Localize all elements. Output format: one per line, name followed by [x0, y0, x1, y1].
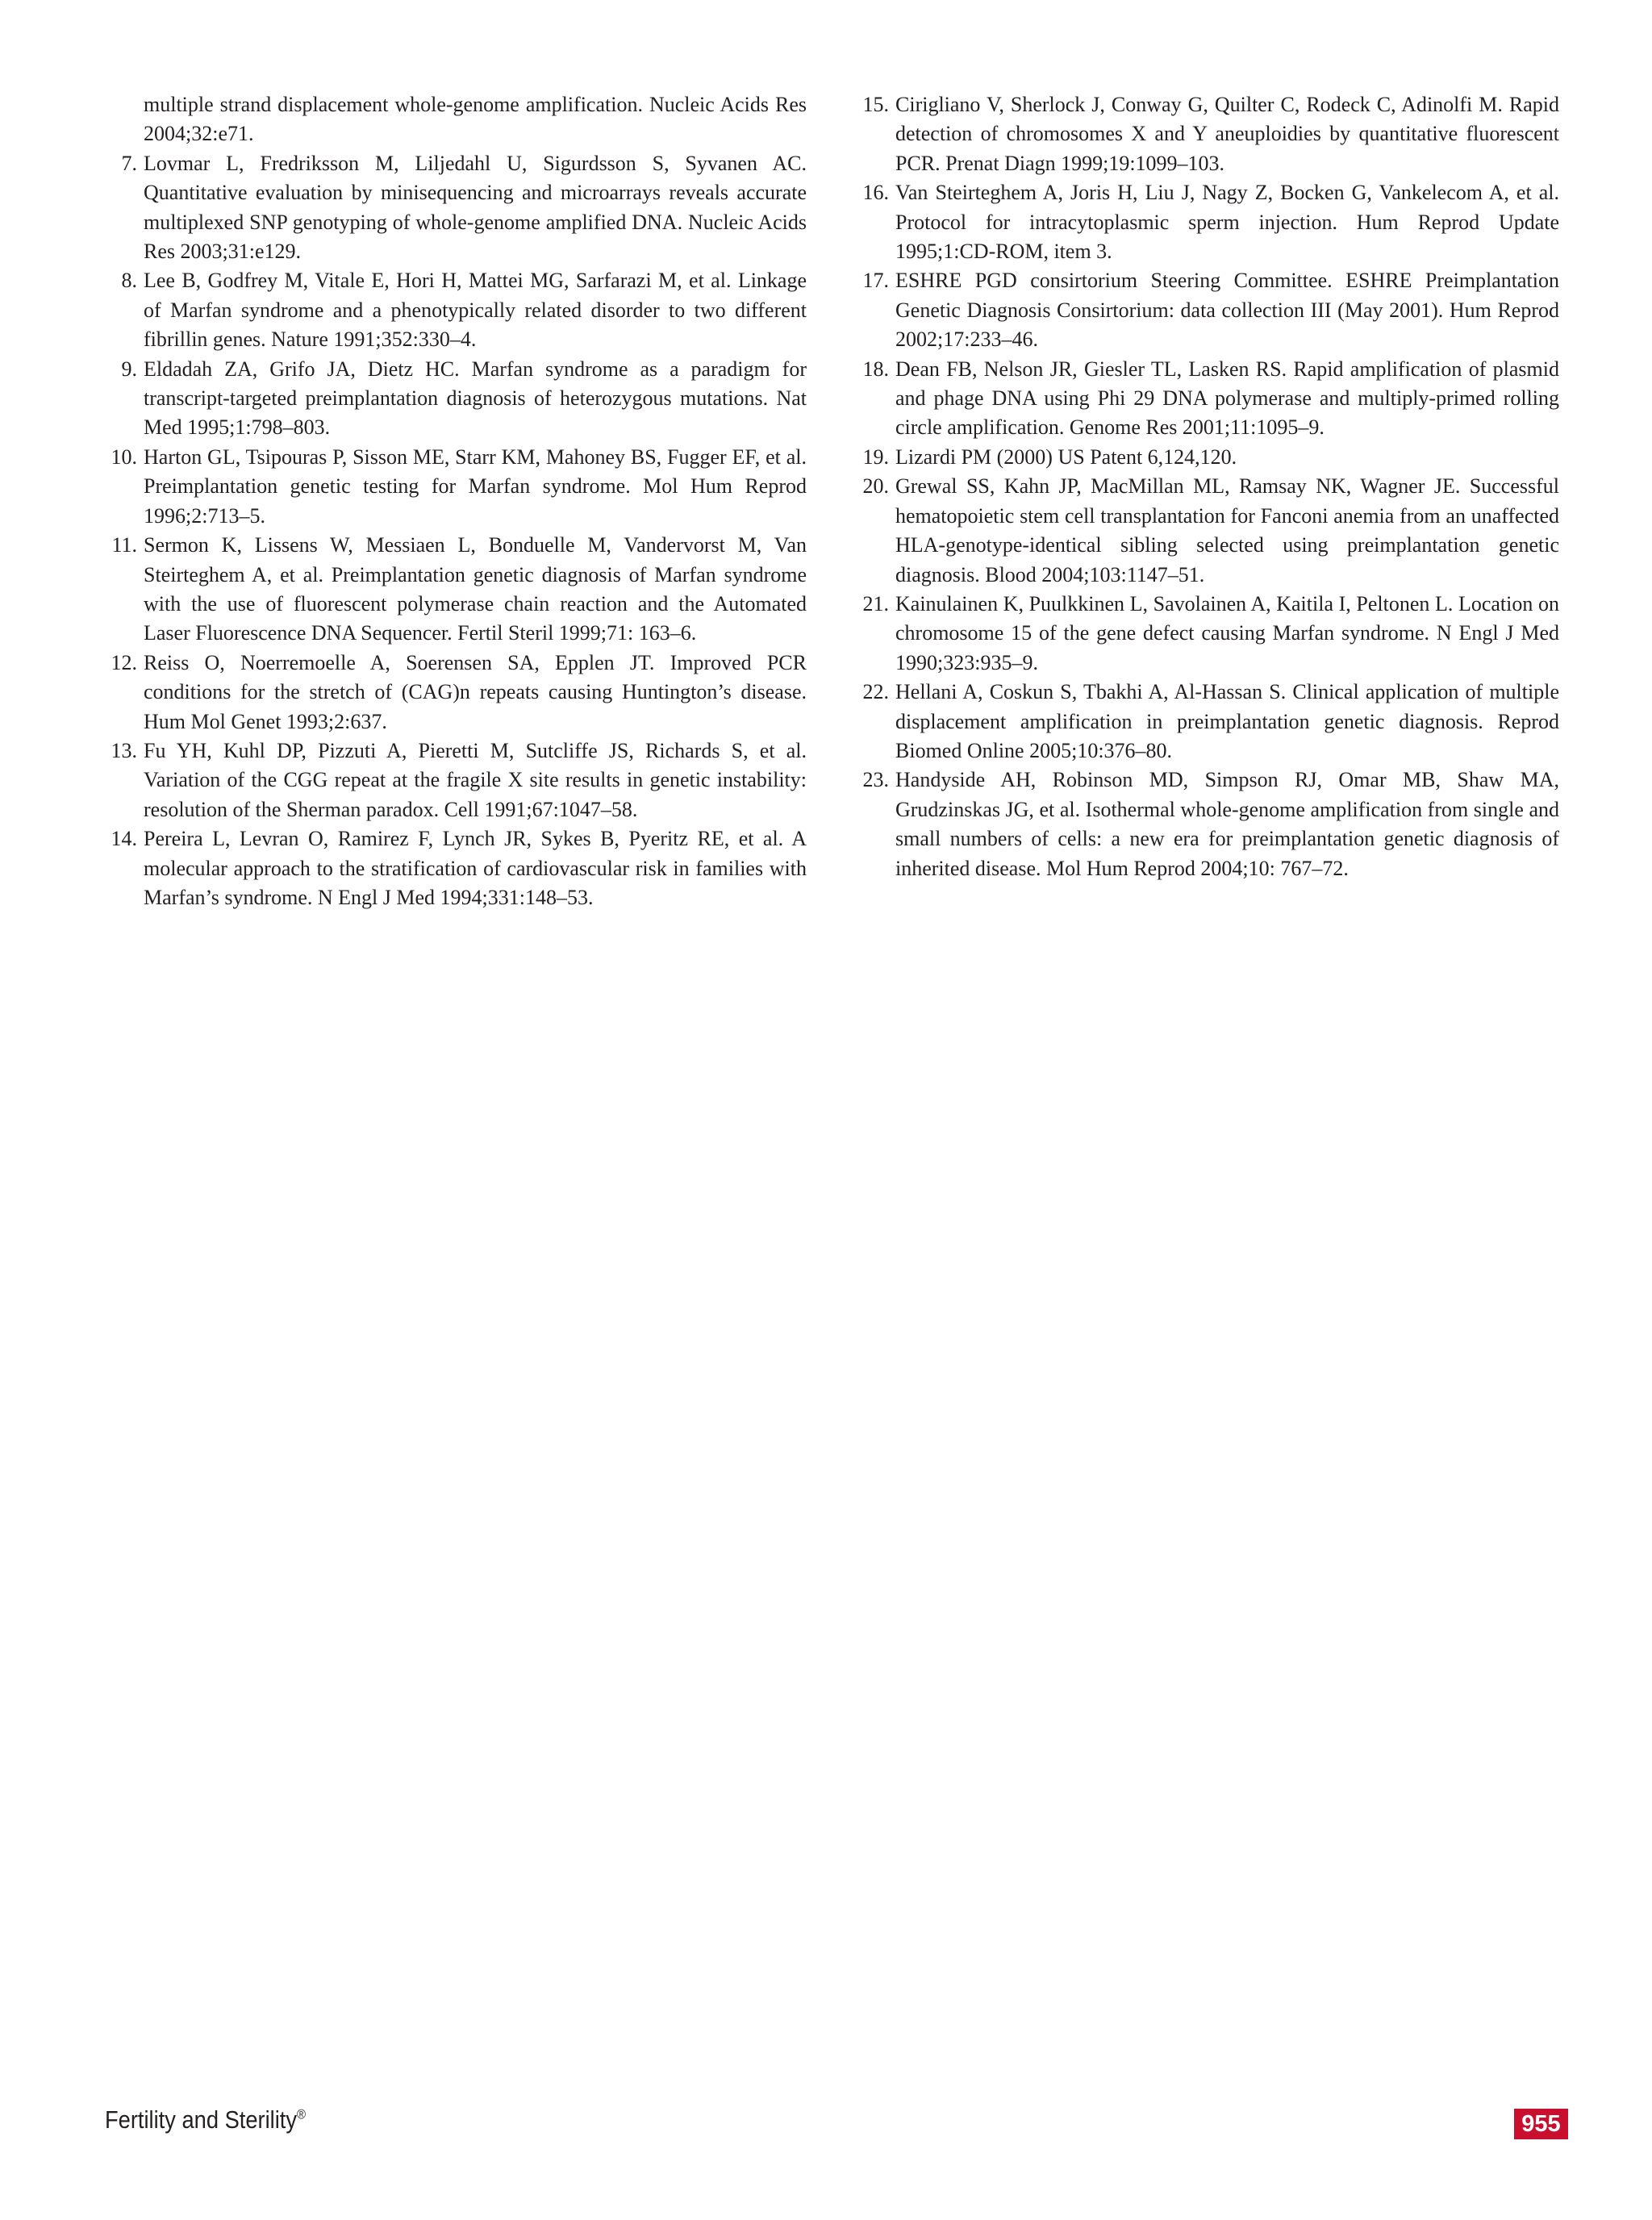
journal-name-footer: [105, 2105, 306, 2134]
reference-number: 19.: [862, 444, 889, 469]
reference-item: [111, 531, 807, 649]
references-left-column: [111, 90, 807, 912]
reference-text: Lizardi PM (2000) US Patent 6,124,120.: [895, 444, 1237, 469]
reference-number: 14.: [111, 827, 137, 851]
reference-number: 21.: [862, 591, 889, 616]
reference-text: Handyside AH, Robinson MD, Simpson RJ, Omar MB, Shaw MA, Grudzinskas JG, et al. Isothermal whole-genome amplification from single and small numbers of cells: a new era for preimplantation genetic diagnosis of inherited disease. Mol Hum Reprod 2004;10: 767–72.: [895, 768, 1559, 880]
reference-item: [862, 443, 1559, 472]
reference-number: 8.: [121, 269, 137, 293]
reference-number: 10.: [111, 444, 137, 469]
reference-item: [862, 678, 1559, 766]
reference-text: Cirigliano V, Sherlock J, Conway G, Quilter C, Rodeck C, Adinolfi M. Rapid detection of chromosomes X and Y aneuploidies by quantitative fluorescent PCR. Prenat Diagn 1999;19:1099–103.: [895, 93, 1559, 175]
reference-number: 15.: [862, 93, 889, 116]
reference-number: 11.: [111, 533, 137, 557]
reference-item: [862, 355, 1559, 443]
reference-item: [111, 443, 807, 531]
page-number-badge: 955: [1514, 2109, 1568, 2139]
reference-text: Van Steirteghem A, Joris H, Liu J, Nagy Z, Bocken G, Vankelecom A, et al. Protocol for intracytoplasmic sperm injection. Hum Reprod Update 1995;1:CD-ROM, item 3.: [895, 181, 1559, 264]
reference-text: Reiss O, Noerremoelle A, Soerensen SA, Epplen JT. Improved PCR conditions for the stretch of (CAG)n repeats causing Huntington’s disease. Hum Mol Genet 1993;2:637.: [144, 650, 807, 733]
reference-number: 9.: [121, 357, 137, 381]
reference-text: Dean FB, Nelson JR, Giesler TL, Lasken RS. Rapid amplification of plasmid and phage DNA using Phi 29 DNA polymerase and multiply-primed rolling circle amplification. Genome Res 2001;11:1095–9.: [895, 357, 1559, 440]
reference-text: Harton GL, Tsipouras P, Sisson ME, Starr KM, Mahoney BS, Fugger EF, et al. Preimplantation genetic testing for Marfan syndrome. Mol Hum Reprod 1996;2:713–5.: [144, 444, 807, 528]
reference-text: Kainulainen K, Puulkkinen L, Savolainen A, Kaitila I, Peltonen L. Location on chromosome 15 of the gene defect causing Marfan syndrome. N Engl J Med 1990;323:935–9.: [895, 591, 1559, 674]
reference-text: Fu YH, Kuhl DP, Pizzuti A, Pieretti M, Sutcliffe JS, Richards S, et al. Variation of the CGG repeat at the fragile X site results in genetic instability: resolution of the Sherman paradox. Cell 1991;67:1047–58.: [144, 738, 807, 821]
reference-item: [111, 649, 807, 737]
reference-number: 7.: [121, 151, 137, 175]
references-right-column: [862, 90, 1559, 883]
reference-item: [121, 355, 807, 443]
reference-item: [862, 178, 1559, 266]
reference-item: [144, 90, 807, 149]
reference-text: Lee B, Godfrey M, Vitale E, Hori H, Mattei MG, Sarfarazi M, et al. Linkage of Marfan syndrome and a phenotypically related disorder to two different fibrillin genes. Nature 1991;352:330–4.: [144, 269, 807, 352]
reference-number: 12.: [111, 650, 137, 674]
reference-item: [862, 766, 1559, 883]
reference-number: 20.: [862, 474, 889, 499]
reference-text: Sermon K, Lissens W, Messiaen L, Bonduelle M, Vandervorst M, Van Steirteghem A, et al. Preimplantation genetic diagnosis of Marfan syndrome with the use of fluorescent polymerase chain reaction and the Automated Laser Fluorescence DNA Sequencer. Fertil Steril 1999;71: 163–6.: [144, 533, 807, 645]
reference-text: Grewal SS, Kahn JP, MacMillan ML, Ramsay NK, Wagner JE. Successful hematopoietic stem cell transplantation for Fanconi anemia from an unaffected HLA-genotype-identical sibling selected using preimplantation genetic diagnosis. Blood 2004;103:1147–51.: [895, 474, 1559, 586]
reference-text: Lovmar L, Fredriksson M, Liljedahl U, Sigurdsson S, Syvanen AC. Quantitative evaluation by minisequencing and microarrays reveals accurate multiplexed SNP genotyping of whole-genome amplified DNA. Nucleic Acids Res 2003;31:e129.: [144, 151, 807, 264]
reference-number: 17.: [862, 269, 889, 293]
reference-number: 18.: [862, 357, 889, 381]
reference-item: [862, 472, 1559, 590]
reference-item: [862, 266, 1559, 354]
reference-number: 22.: [862, 680, 889, 704]
reference-text: ESHRE PGD consirtorium Steering Committee. ESHRE Preimplantation Genetic Diagnosis Consirtorium: data collection III (May 2001). Hum Reprod 2002;17:233–46.: [895, 269, 1559, 352]
reference-number: 23.: [862, 768, 889, 792]
reference-text: Eldadah ZA, Grifo JA, Dietz HC. Marfan syndrome as a paradigm for transcript-targeted preimplantation diagnosis of heterozygous mutations. Nat Med 1995;1:798–803.: [144, 357, 807, 440]
reference-number: 16.: [862, 181, 889, 205]
reference-text: Hellani A, Coskun S, Tbakhi A, Al-Hassan S. Clinical application of multiple displacement amplification in preimplantation genetic diagnosis. Reprod Biomed Online 2005;10:376–80.: [895, 680, 1559, 762]
reference-text: multiple strand displacement whole-genome amplification. Nucleic Acids Res 2004;32:e71.: [144, 93, 807, 146]
reference-item: [111, 824, 807, 912]
reference-number: 13.: [111, 738, 137, 762]
journal-name: Fertility and Sterility: [105, 2105, 298, 2134]
reference-item: [111, 737, 807, 824]
reference-text: Pereira L, Levran O, Ramirez F, Lynch JR, Sykes B, Pyeritz RE, et al. A molecular approach to the stratification of cardiovascular risk in families with Marfan’s syndrome. N Engl J Med 1994;331:148–53.: [144, 827, 807, 909]
reference-item: [862, 590, 1559, 678]
reference-item: [862, 90, 1559, 178]
reference-item: [121, 149, 807, 267]
reference-item: [121, 266, 807, 354]
registered-mark: ®: [297, 2106, 307, 2122]
